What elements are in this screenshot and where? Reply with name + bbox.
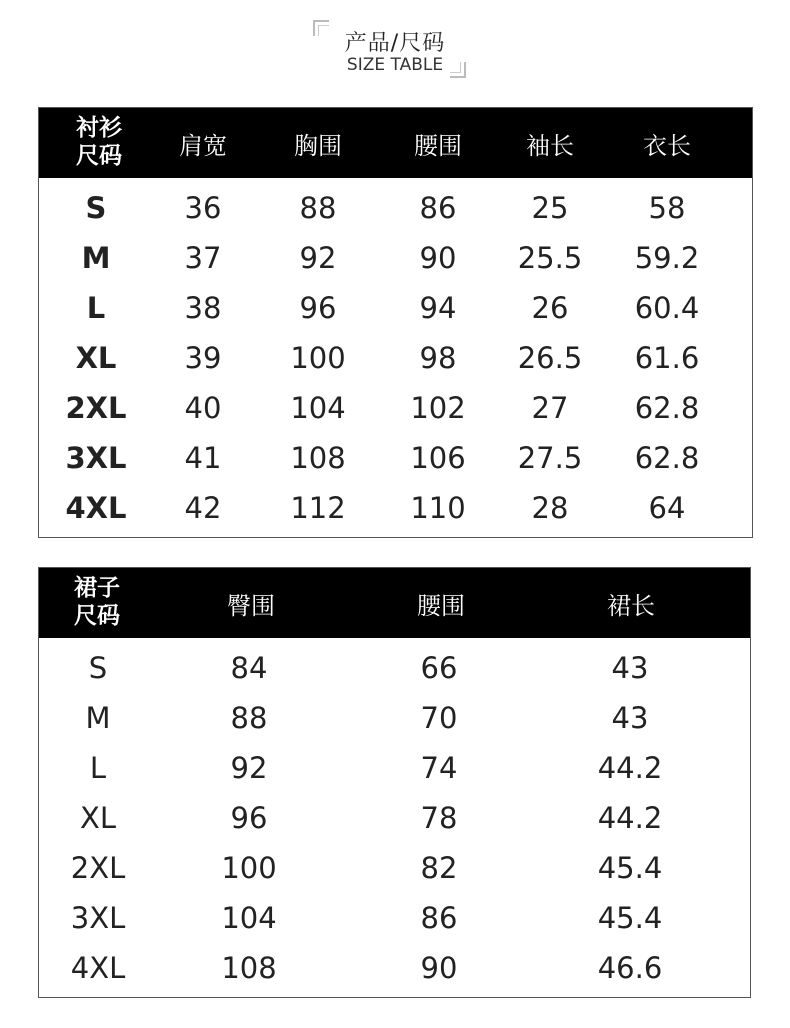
skirt-size-label: 4XL [70,951,126,985]
shirt-measurement-cell: 86 [419,191,457,225]
skirt-measurement-cell: 43 [611,651,649,685]
skirt-corner-label [57,574,137,630]
shirt-measurement-cell: 102 [410,391,466,425]
shirt-measurement-cell: 98 [419,341,457,375]
skirt-measurement-cell: 44.2 [597,751,663,785]
skirt-col-header: 裙长 [607,591,655,620]
shirt-measurement-cell: 61.6 [634,341,700,375]
skirt-measurement-cell: 88 [230,701,268,735]
skirt-size-label: 2XL [70,851,126,885]
skirt-measurement-cell: 104 [221,901,277,935]
shirt-measurement-cell: 42 [184,491,222,525]
shirt-measurement-cell: 112 [290,491,346,525]
shirt-measurement-cell: 59.2 [634,241,700,275]
skirt-corner-line2: 尺码 [74,603,120,629]
shirt-col-header: 衣长 [643,131,691,160]
skirt-corner-line1: 裙子 [74,575,120,601]
page-title: 产品/尺码 [344,31,446,56]
skirt-measurement-cell: 96 [230,801,268,835]
skirt-measurement-cell: 86 [420,901,458,935]
shirt-measurement-cell: 58 [648,191,686,225]
title-block [0,0,790,100]
skirt-table-row [39,693,750,743]
shirt-table-header [39,108,752,178]
shirt-measurement-cell: 62.8 [634,391,700,425]
skirt-size-label: M [85,701,111,735]
shirt-measurement-cell: 106 [410,441,466,475]
skirt-table-row [39,843,750,893]
shirt-corner-line2: 尺码 [76,143,122,169]
shirt-size-label: 2XL [65,391,127,425]
shirt-col-header: 袖长 [526,131,574,160]
skirt-measurement-cell: 74 [420,751,458,785]
skirt-measurement-cell: 78 [420,801,458,835]
shirt-size-label: 3XL [65,441,127,475]
shirt-col-header: 胸围 [294,131,342,160]
skirt-measurement-cell: 70 [420,701,458,735]
shirt-corner-line1: 衬衫 [76,115,122,141]
skirt-col-header: 臀围 [227,591,275,620]
skirt-table-row [39,943,750,993]
shirt-size-label: S [85,191,107,225]
shirt-measurement-cell: 25.5 [517,241,583,275]
shirt-measurement-cell: 36 [184,191,222,225]
skirt-table-row [39,893,750,943]
shirt-measurement-cell: 100 [290,341,346,375]
skirt-size-table [38,567,751,998]
shirt-measurement-cell: 38 [184,291,222,325]
shirt-measurement-cell: 27.5 [517,441,583,475]
shirt-table-row [39,483,752,533]
skirt-measurement-cell: 90 [420,951,458,985]
skirt-table-row [39,643,750,693]
shirt-table-row [39,433,752,483]
skirt-measurement-cell: 45.4 [597,851,663,885]
skirt-measurement-cell: 44.2 [597,801,663,835]
shirt-table-row [39,333,752,383]
shirt-measurement-cell: 27 [531,391,569,425]
skirt-table-row [39,793,750,843]
shirt-measurement-cell: 64 [648,491,686,525]
shirt-measurement-cell: 41 [184,441,222,475]
skirt-measurement-cell: 46.6 [597,951,663,985]
shirt-col-header: 肩宽 [179,131,227,160]
shirt-measurement-cell: 28 [531,491,569,525]
skirt-measurement-cell: 100 [221,851,277,885]
skirt-measurement-cell: 66 [420,651,458,685]
shirt-measurement-cell: 40 [184,391,222,425]
shirt-measurement-cell: 26 [531,291,569,325]
skirt-measurement-cell: 43 [611,701,649,735]
shirt-measurement-cell: 90 [419,241,457,275]
shirt-measurement-cell: 37 [184,241,222,275]
shirt-size-label: 4XL [65,491,127,525]
shirt-size-label: L [86,291,106,325]
shirt-measurement-cell: 104 [290,391,346,425]
shirt-size-label: M [81,241,111,275]
shirt-measurement-cell: 92 [299,241,337,275]
skirt-size-label: 3XL [70,901,126,935]
shirt-measurement-cell: 26.5 [517,341,583,375]
skirt-table-header [39,568,750,638]
skirt-size-label: XL [79,801,117,835]
page-subtitle: SIZE TABLE [346,55,444,75]
shirt-size-label: XL [75,341,117,375]
skirt-size-label: S [88,651,108,685]
shirt-measurement-cell: 108 [290,441,346,475]
skirt-col-header: 腰围 [417,591,465,620]
skirt-measurement-cell: 82 [420,851,458,885]
corner-bracket-bottom-right [450,62,466,78]
shirt-measurement-cell: 96 [299,291,337,325]
shirt-table-row [39,283,752,333]
shirt-measurement-cell: 88 [299,191,337,225]
skirt-measurement-cell: 45.4 [597,901,663,935]
shirt-table-row [39,233,752,283]
skirt-measurement-cell: 108 [221,951,277,985]
shirt-measurement-cell: 25 [531,191,569,225]
shirt-measurement-cell: 94 [419,291,457,325]
skirt-table-row [39,743,750,793]
shirt-table-row [39,183,752,233]
shirt-measurement-cell: 60.4 [634,291,700,325]
shirt-measurement-cell: 110 [410,491,466,525]
shirt-measurement-cell: 39 [184,341,222,375]
shirt-table-row [39,383,752,433]
shirt-corner-label [59,114,139,170]
skirt-measurement-cell: 92 [230,751,268,785]
skirt-measurement-cell: 84 [230,651,268,685]
skirt-size-label: L [89,751,107,785]
shirt-measurement-cell: 62.8 [634,441,700,475]
shirt-size-table [38,107,753,538]
shirt-col-header: 腰围 [414,131,462,160]
